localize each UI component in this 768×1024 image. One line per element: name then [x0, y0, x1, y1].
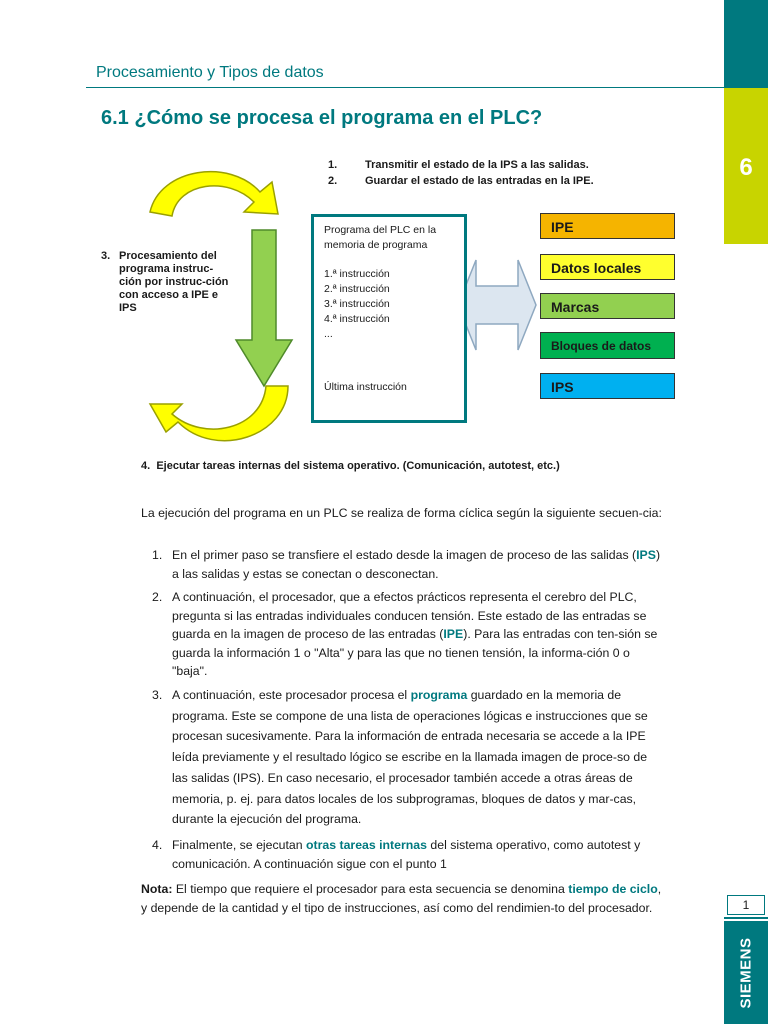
list-text — [152, 836, 666, 873]
list-number: 2. — [152, 590, 163, 604]
list-text — [152, 546, 666, 583]
header-divider — [86, 87, 724, 88]
list-number: 1. — [152, 548, 163, 562]
step-number: 3. — [101, 250, 111, 262]
instruction-item: 3.ª instrucción — [324, 298, 390, 310]
list-item — [152, 685, 666, 830]
note-paragraph — [141, 880, 666, 917]
last-instruction: Última instrucción — [324, 381, 407, 393]
down-arrow — [236, 230, 292, 386]
instruction-list — [324, 267, 390, 342]
brand-logo-text: SIEMENS — [737, 937, 755, 1009]
instruction-item: 2.ª instrucción — [324, 283, 390, 295]
program-memory-box — [311, 214, 467, 423]
text-run: , y depende de la cantidad y el tipo de instrucciones, así como del rendimien-to del procesador. — [141, 882, 662, 915]
highlight-term: tiempo de ciclo — [568, 882, 658, 896]
program-box-title: Programa del PLC en la memoria de programa — [324, 224, 437, 251]
text-run: El tiempo que requiere el procesador para esta secuencia se denomina — [172, 882, 569, 896]
list-text — [152, 685, 666, 830]
page-number-rule — [724, 917, 768, 919]
step-number: 1. — [328, 159, 338, 171]
instruction-ellipsis: ... — [324, 328, 333, 340]
top-tab — [724, 0, 768, 88]
memory-area-ipe: IPE — [540, 213, 675, 239]
text-run: A continuación, el procesador, que a efectos prácticos representa el cerebro del PLC, pregunta si las entradas individuales conducen tensión. Este estado de las entradas se guarda en la imagen de proceso de las entradas ( — [172, 590, 647, 641]
text-run: Finalmente, se ejecutan — [172, 838, 306, 852]
list-text — [152, 588, 666, 681]
diagram-step-4 — [141, 460, 560, 472]
section-title: Procesamiento y Tipos de datos — [96, 64, 324, 81]
step-text: Guardar el estado de las entradas en la IPE. — [365, 175, 594, 187]
text-run: guardado en la memoria de programa. Este se compone de una lista de operaciones lógicas e instrucciones que se procesan sucesivamente. Para la información de entrada necesaria se accede a la IPE leída previamente y el resultado lógico se escribe en la llamada imagen de proce-so de las salidas (IPS). En caso necesario, el procesador también accede a otras áreas de memoria, p. ej. para datos locales de los subprogramas, bloques de datos y mar-cas, durante la ejecución del programa. — [172, 688, 648, 827]
chapter-tab — [724, 88, 768, 244]
memory-area-ips: IPS — [540, 373, 675, 399]
list-item — [152, 836, 666, 873]
step-text: Transmitir el estado de la IPS a las salidas. — [365, 159, 589, 171]
step-text: Procesamiento del programa instruc-ción por instruc-ción con acceso a IPE e IPS — [119, 250, 229, 314]
step-text: Ejecutar tareas internas del sistema operativo. (Comunicación, autotest, etc.) — [156, 460, 560, 472]
double-arrow — [458, 260, 536, 350]
list-item — [152, 588, 666, 681]
step-number: 2. — [328, 175, 338, 187]
text-run: ) a las salidas y estas se conectan o desconectan. — [172, 548, 661, 581]
top-curved-arrow — [150, 172, 278, 216]
instruction-item: 1.ª instrucción — [324, 268, 390, 280]
memory-area-data-blocks: Bloques de datos — [540, 332, 675, 359]
instruction-item: 4.ª instrucción — [324, 313, 390, 325]
step-number: 4. — [141, 460, 151, 472]
note-label: Nota: — [141, 882, 173, 896]
text-run: del sistema operativo, como autotest y comunicación. A continuación sigue con el punto 1 — [172, 838, 641, 871]
intro-paragraph: La ejecución del programa en un PLC se realiza de forma cíclica según la siguiente secuen-cia: — [141, 506, 662, 520]
memory-area-local-data: Datos locales — [540, 254, 675, 280]
list-number: 3. — [152, 688, 163, 702]
highlight-term: IPE — [443, 627, 464, 641]
page-title: 6.1 ¿Cómo se procesa el programa en el PLC? — [101, 107, 543, 129]
text-run: En el primer paso se transfiere el estado desde la imagen de proceso de las salidas ( — [172, 548, 637, 562]
brand-tab — [724, 921, 768, 1024]
memory-area-markers: Marcas — [540, 293, 675, 319]
highlight-term: IPS — [636, 548, 656, 562]
page-number: 1 — [727, 895, 765, 915]
text-run: ). Para las entradas con ten-sión se guarda la información 1 o "Alta" y para las que no tienen tensión, la informa-ción 0 o "baja". — [172, 627, 658, 678]
bottom-curved-arrow — [150, 386, 288, 441]
highlight-term: programa — [410, 688, 468, 702]
chapter-number: 6 — [739, 154, 753, 181]
list-number: 4. — [152, 838, 163, 852]
highlight-term: otras tareas internas — [305, 838, 427, 852]
list-item — [152, 546, 666, 583]
text-run: A continuación, este procesador procesa el — [172, 688, 411, 702]
